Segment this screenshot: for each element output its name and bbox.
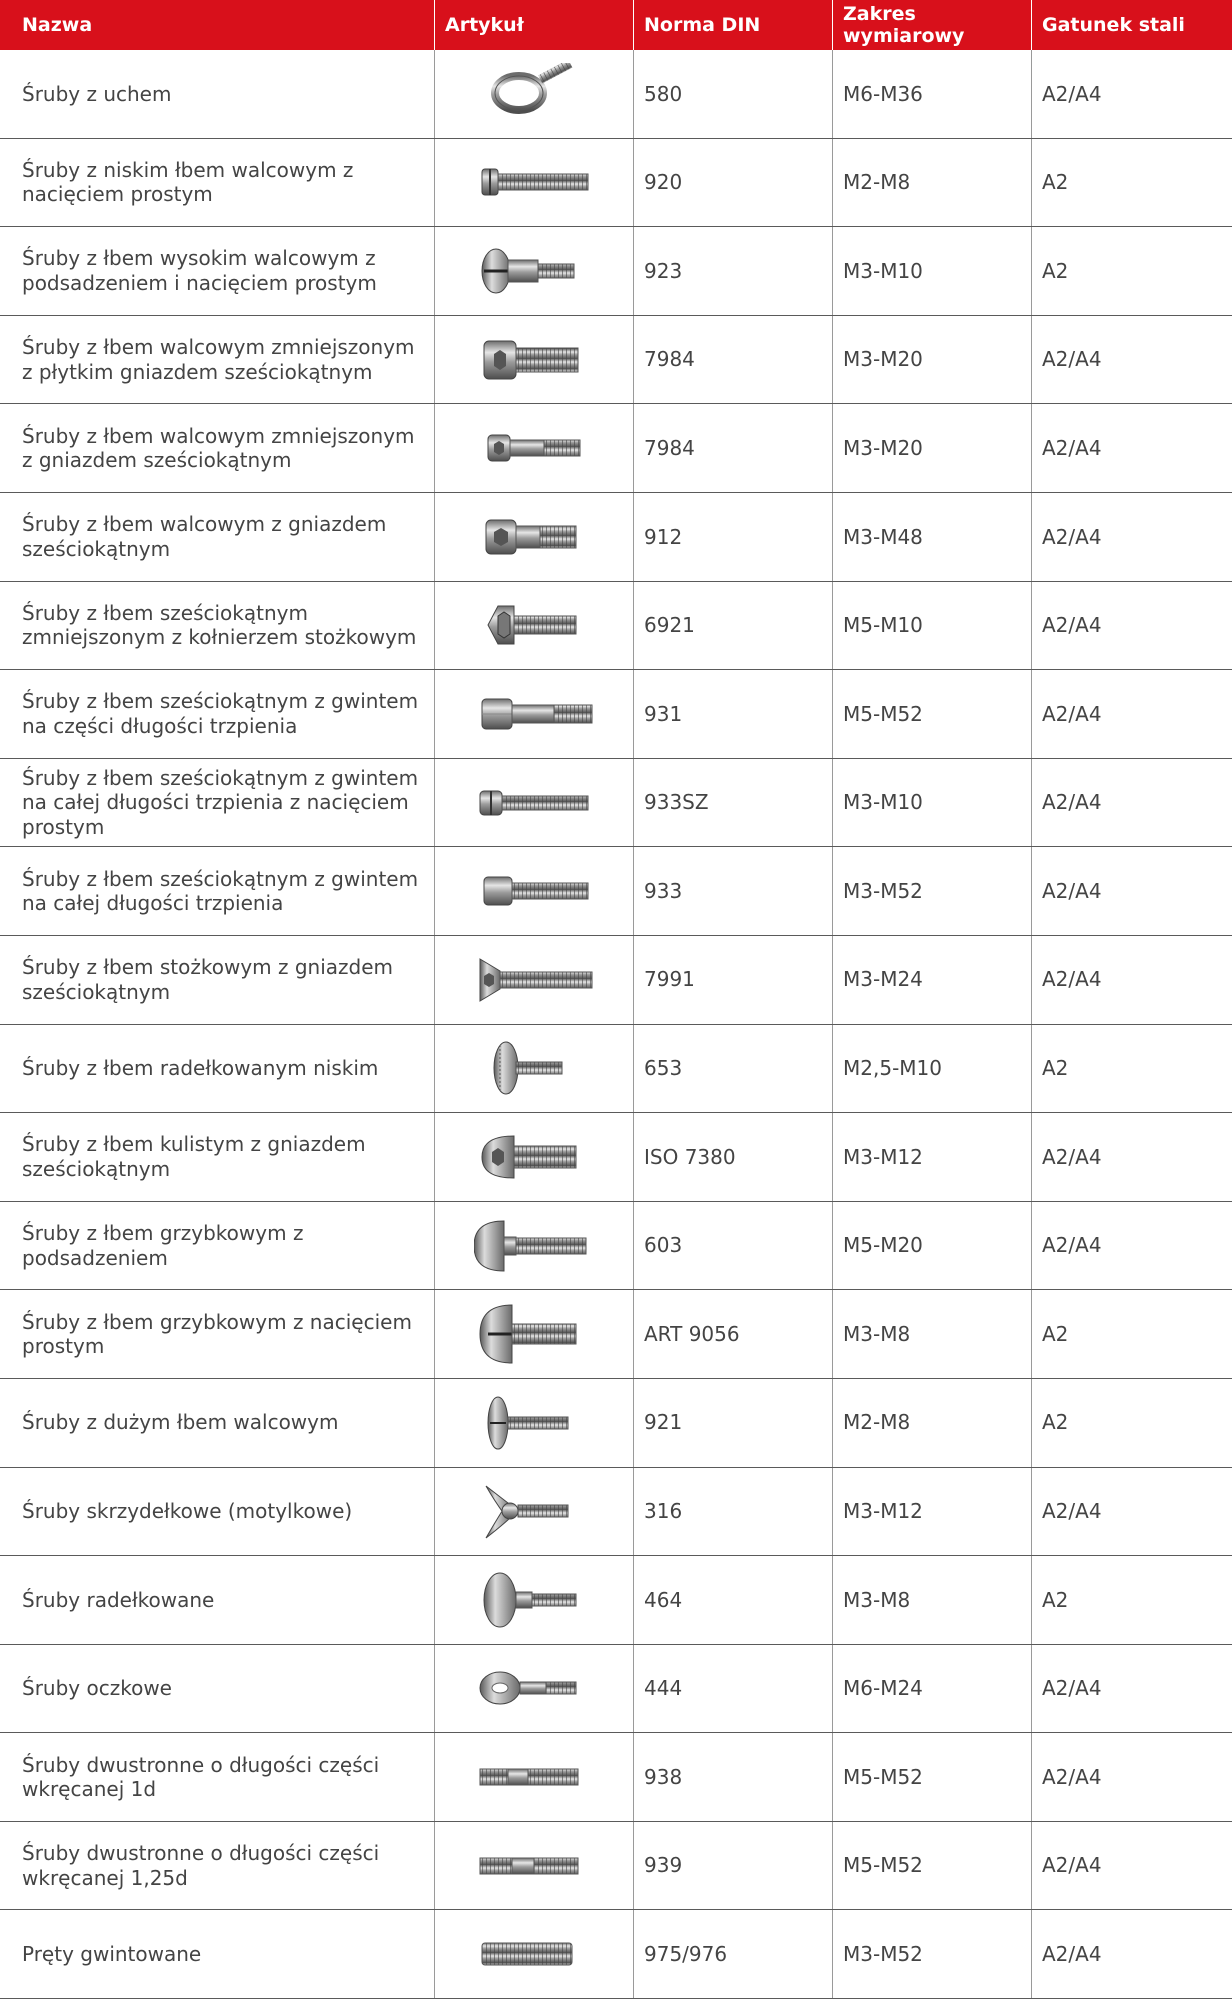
row-range: M3-M20: [833, 316, 1032, 404]
hex-bolt-partial-thread-icon: [474, 683, 594, 745]
table-row: [0, 1290, 1232, 1379]
row-name: Śruby dwustronne o długości części wkręcanej 1,25d: [0, 1822, 435, 1910]
row-range: M3-M52: [833, 847, 1032, 935]
row-grade: A2/A4: [1042, 878, 1102, 903]
row-range: M2-M8: [833, 1379, 1032, 1467]
carriage-bolt-icon: [474, 1215, 594, 1277]
row-grade: A2/A4: [1042, 81, 1102, 106]
row-din: 933: [634, 847, 833, 935]
row-name: Śruby z łbem grzybkowym z nacięciem prostym: [0, 1290, 435, 1378]
header-name: Nazwa: [0, 0, 435, 50]
row-name: Śruby skrzydełkowe (motylkowe): [0, 1468, 435, 1556]
row-grade: A2: [1042, 1056, 1069, 1081]
row-article: [435, 759, 634, 847]
row-range: M2-M8: [833, 139, 1032, 227]
row-din: 7984: [634, 404, 833, 492]
row-name: Śruby radełkowane: [0, 1556, 435, 1644]
row-article: [435, 1822, 634, 1910]
table-row: [0, 1202, 1232, 1291]
row-article: [435, 50, 634, 138]
row-range: M3-M10: [833, 227, 1032, 315]
row-din: 7984: [634, 316, 833, 404]
row-article: [435, 1645, 634, 1733]
row-din: 939: [634, 1822, 833, 1910]
row-name: Śruby z łbem sześciokątnym zmniejszonym z kołnierzem stożkowym: [0, 582, 435, 670]
row-article: [435, 1733, 634, 1821]
header-din: Norma DIN: [634, 0, 833, 50]
row-din: 920: [634, 139, 833, 227]
row-grade: A2: [1042, 1410, 1069, 1435]
reduced-socket-head-hex-screw-icon: [474, 417, 594, 479]
row-din: 653: [634, 1025, 833, 1113]
table-row: [0, 670, 1232, 759]
row-grade: A2/A4: [1042, 1499, 1102, 1524]
row-range: M3-M20: [833, 404, 1032, 492]
row-range: M2,5-M10: [833, 1025, 1032, 1113]
row-range: M3-M24: [833, 936, 1032, 1024]
row-grade: A2/A4: [1042, 1676, 1102, 1701]
row-din: 912: [634, 493, 833, 581]
stud-bolt-1d-icon: [474, 1746, 594, 1808]
threaded-rod-icon: [474, 1923, 594, 1985]
wing-screw-icon: [474, 1480, 594, 1542]
row-range: M3-M48: [833, 493, 1032, 581]
row-din: 580: [634, 50, 833, 138]
table-row: [0, 493, 1232, 582]
row-range: M5-M20: [833, 1202, 1032, 1290]
table-body: [0, 50, 1232, 1999]
row-article: [435, 1379, 634, 1467]
row-din: 923: [634, 227, 833, 315]
row-article: [435, 139, 634, 227]
row-din: 603: [634, 1202, 833, 1290]
row-din: ISO 7380: [634, 1113, 833, 1201]
row-article: [435, 670, 634, 758]
row-din: 7991: [634, 936, 833, 1024]
hex-flange-bolt-icon: [474, 594, 594, 656]
row-din: 316: [634, 1468, 833, 1556]
row-article: [435, 1556, 634, 1644]
reduced-socket-head-shallow-hex-screw-icon: [474, 329, 594, 391]
table-row: [0, 1113, 1232, 1202]
row-article: [435, 582, 634, 670]
row-grade: A2: [1042, 170, 1069, 195]
low-cheese-head-slotted-screw-icon: [474, 151, 594, 213]
row-range: M5-M52: [833, 1822, 1032, 1910]
table-row: [0, 936, 1232, 1025]
row-name: Śruby z łbem grzybkowym z podsadzeniem: [0, 1202, 435, 1290]
row-article: [435, 1025, 634, 1113]
row-din: 6921: [634, 582, 833, 670]
row-din: 921: [634, 1379, 833, 1467]
table-row: [0, 1822, 1232, 1911]
row-article: [435, 936, 634, 1024]
table-row: [0, 227, 1232, 316]
row-name: Śruby z uchem: [0, 50, 435, 138]
row-din: 931: [634, 670, 833, 758]
row-grade: A2: [1042, 258, 1069, 283]
row-grade: A2/A4: [1042, 1144, 1102, 1169]
row-article: [435, 1113, 634, 1201]
table-header: [0, 0, 1232, 50]
row-range: M5-M52: [833, 1733, 1032, 1821]
table-row: [0, 316, 1232, 405]
row-name: Śruby z łbem walcowym zmniejszonym z gniazdem sześciokątnym: [0, 404, 435, 492]
row-name: Śruby z łbem walcowym z gniazdem sześciokątnym: [0, 493, 435, 581]
row-name: Śruby z łbem kulistym z gniazdem sześciokątnym: [0, 1113, 435, 1201]
header-article: Artykuł: [435, 0, 634, 50]
button-head-hex-socket-screw-icon: [474, 1126, 594, 1188]
stud-bolt-125d-icon: [474, 1835, 594, 1897]
row-grade: A2/A4: [1042, 524, 1102, 549]
row-name: Śruby z łbem wysokim walcowym z podsadzeniem i nacięciem prostym: [0, 227, 435, 315]
row-grade: A2/A4: [1042, 790, 1102, 815]
table-row: [0, 1556, 1232, 1645]
table-row: [0, 1910, 1232, 1999]
row-name: Śruby z dużym łbem walcowym: [0, 1379, 435, 1467]
row-article: [435, 1290, 634, 1378]
row-din: 444: [634, 1645, 833, 1733]
row-name: Śruby z łbem radełkowanym niskim: [0, 1025, 435, 1113]
row-range: M5-M52: [833, 670, 1032, 758]
table-row: [0, 404, 1232, 493]
table-row: [0, 1025, 1232, 1114]
table-row: [0, 847, 1232, 936]
row-name: Śruby z niskim łbem walcowym z nacięciem prostym: [0, 139, 435, 227]
row-grade: A2/A4: [1042, 1853, 1102, 1878]
row-name: Śruby z łbem walcowym zmniejszonym z płytkim gniazdem sześciokątnym: [0, 316, 435, 404]
row-range: M6-M24: [833, 1645, 1032, 1733]
row-grade: A2/A4: [1042, 613, 1102, 638]
row-name: Śruby z łbem sześciokątnym z gwintem na całej długości trzpienia: [0, 847, 435, 935]
mushroom-head-slotted-screw-icon: [474, 1303, 594, 1365]
row-article: [435, 1910, 634, 1998]
table-row: [0, 1379, 1232, 1468]
row-din: 464: [634, 1556, 833, 1644]
row-din: ART 9056: [634, 1290, 833, 1378]
table-row: [0, 139, 1232, 228]
row-din: 933SZ: [634, 759, 833, 847]
row-range: M3-M10: [833, 759, 1032, 847]
header-grade: Gatunek stali: [1042, 14, 1185, 36]
row-article: [435, 227, 634, 315]
row-range: M5-M10: [833, 582, 1032, 670]
countersunk-hex-socket-screw-icon: [474, 949, 594, 1011]
table-row: [0, 1645, 1232, 1734]
table-row: [0, 1468, 1232, 1557]
row-name: Śruby dwustronne o długości części wkręcanej 1d: [0, 1733, 435, 1821]
high-cheese-head-shoulder-screw-icon: [474, 240, 594, 302]
row-grade: A2/A4: [1042, 1764, 1102, 1789]
row-range: M3-M52: [833, 1910, 1032, 1998]
table-row: [0, 759, 1232, 848]
row-article: [435, 404, 634, 492]
row-grade: A2/A4: [1042, 967, 1102, 992]
eye-screw-icon: [474, 1657, 594, 1719]
eye-bolt-icon: [474, 63, 594, 125]
row-din: 975/976: [634, 1910, 833, 1998]
table-row: [0, 50, 1232, 139]
row-name: Śruby z łbem sześciokątnym z gwintem na całej długości trzpienia z nacięciem prostym: [0, 759, 435, 847]
row-grade: A2/A4: [1042, 701, 1102, 726]
hex-bolt-full-thread-icon: [474, 860, 594, 922]
row-grade: A2/A4: [1042, 1233, 1102, 1258]
row-grade: A2/A4: [1042, 347, 1102, 372]
row-range: M3-M12: [833, 1113, 1032, 1201]
row-article: [435, 493, 634, 581]
row-article: [435, 316, 634, 404]
knurled-thumb-screw-icon: [474, 1569, 594, 1631]
header-range: Zakres wymiarowy: [833, 0, 1032, 50]
low-knurled-thumb-screw-icon: [474, 1037, 594, 1099]
row-grade: A2: [1042, 1321, 1069, 1346]
row-range: M3-M12: [833, 1468, 1032, 1556]
row-din: 938: [634, 1733, 833, 1821]
table-row: [0, 582, 1232, 671]
large-cheese-head-screw-icon: [474, 1392, 594, 1454]
row-name: Śruby oczkowe: [0, 1645, 435, 1733]
row-article: [435, 1202, 634, 1290]
socket-head-cap-screw-icon: [474, 506, 594, 568]
row-range: M6-M36: [833, 50, 1032, 138]
row-grade: A2/A4: [1042, 1942, 1102, 1967]
row-name: Śruby z łbem sześciokątnym z gwintem na części długości trzpienia: [0, 670, 435, 758]
table-row: [0, 1733, 1232, 1822]
row-range: M3-M8: [833, 1556, 1032, 1644]
hex-bolt-slotted-full-thread-icon: [474, 772, 594, 834]
row-article: [435, 1468, 634, 1556]
row-grade: A2/A4: [1042, 435, 1102, 460]
row-article: [435, 847, 634, 935]
row-grade: A2: [1042, 1587, 1069, 1612]
row-name: Śruby z łbem stożkowym z gniazdem sześciokątnym: [0, 936, 435, 1024]
row-range: M3-M8: [833, 1290, 1032, 1378]
row-name: Pręty gwintowane: [0, 1910, 435, 1998]
